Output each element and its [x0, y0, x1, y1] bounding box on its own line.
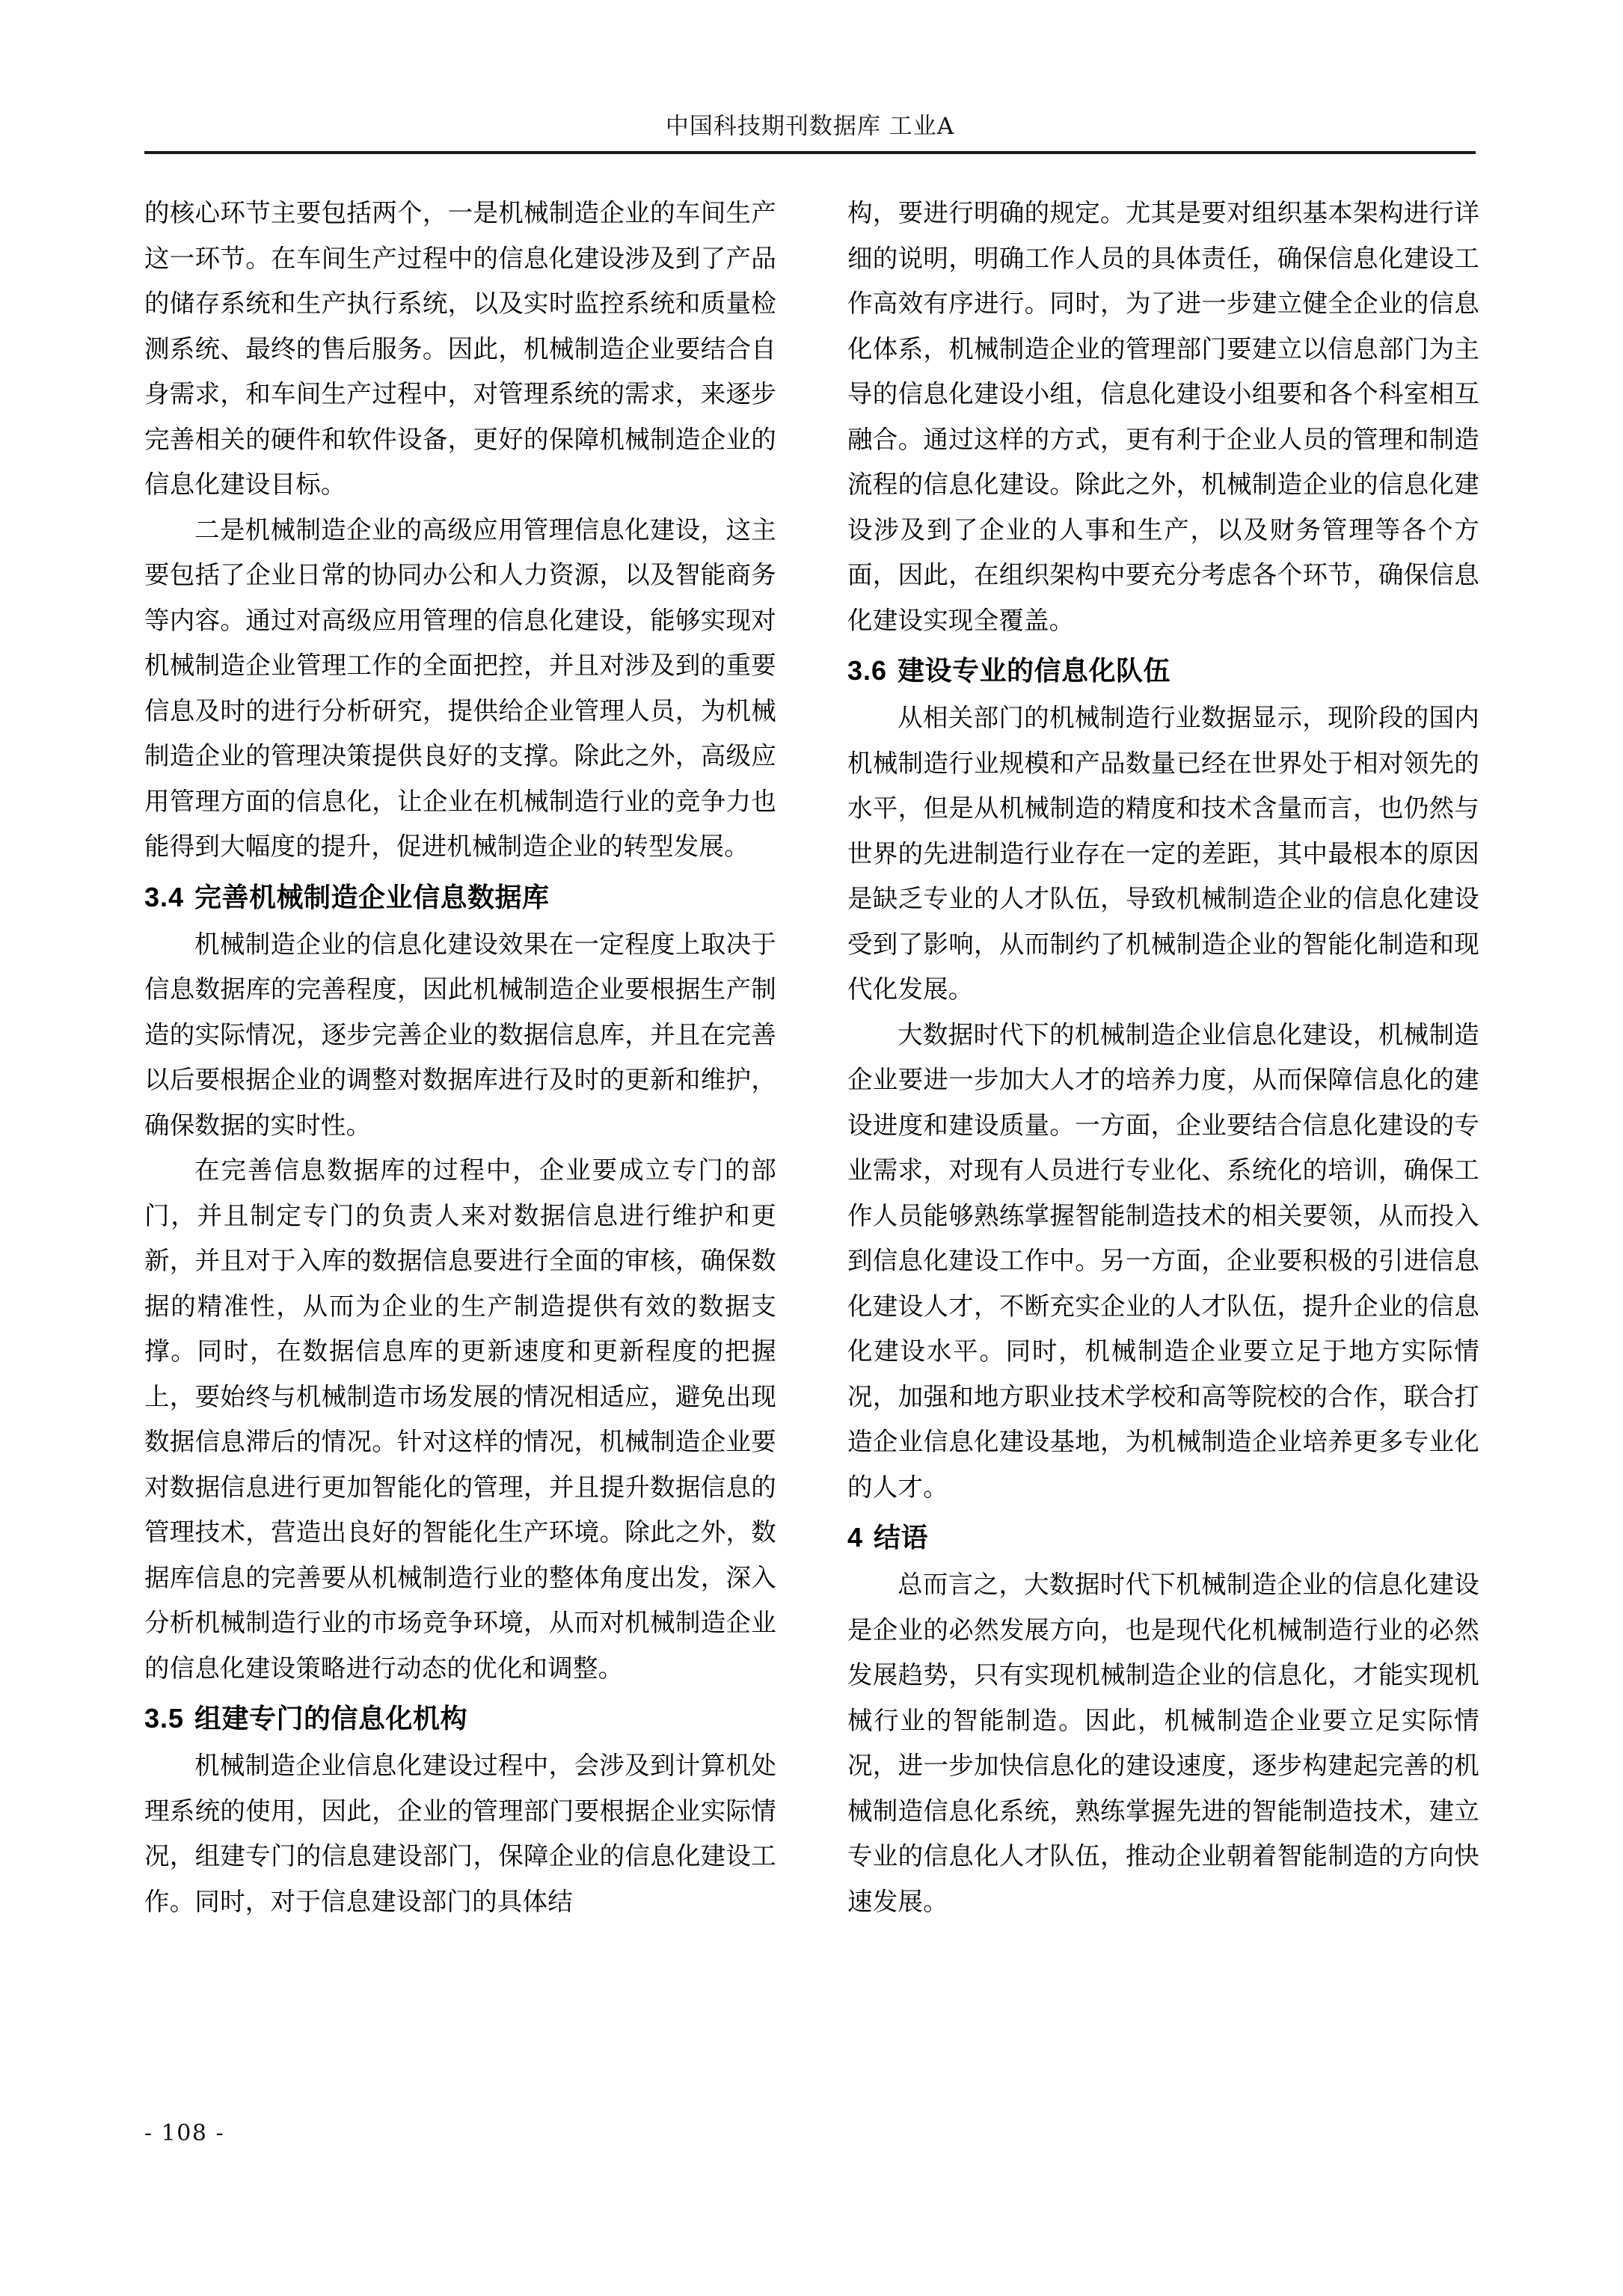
section-heading-4 — [847, 1514, 1479, 1561]
section-heading-3-4 — [144, 874, 776, 921]
section-title: 组建专门的信息化机构 — [194, 1703, 468, 1734]
running-head: 中国科技期刊数据库 工业A — [665, 113, 955, 140]
section-number: 3.5 — [144, 1703, 185, 1734]
paragraph: 从相关部门的机械制造行业数据显示，现阶段的国内机械制造行业规模和产品数量已经在世界处于相对领先的水平，但是从机械制造的精度和技术含量而言，也仍然与世界的先进制造行业存在一定的差距，其中最根本的原因是缺乏专业的人才队伍，导致机械制造企业的信息化建设受到了影响，从而制约了机械制造企业的智能化制造和现代化发展。 — [847, 703, 1479, 1004]
right-column — [847, 191, 1479, 2090]
section-title: 结语 — [874, 1522, 929, 1553]
page-number: - 108 - — [144, 2120, 225, 2146]
paragraph: 在完善信息数据库的过程中，企业要成立专门的部门，并且制定专门的负责人来对数据信息进行维护和更新，并且对于入库的数据信息要进行全面的审核，确保数据的精准性，从而为企业的生产制造提供有效的数据支撑。同时，在数据信息库的更新速度和更新程度的把握上，要始终与机械制造市场发展的情况相适应，避免出现数据信息滞后的情况。针对这样的情况，机械制造企业要对数据信息进行更加智能化的管理，并且提升数据信息的管理技术，营造出良好的智能化生产环境。除此之外，数据库信息的完善要从机械制造行业的整体角度出发，深入分析机械制造行业的市场竞争环境，从而对机械制造企业的信息化建设策略进行动态的优化和调整。 — [144, 1155, 776, 1683]
paragraph: 二是机械制造企业的高级应用管理信息化建设，这主要包括了企业日常的协同办公和人力资源，以及智能商务等内容。通过对高级应用管理的信息化建设，能够实现对机械制造企业管理工作的全面把控，并且对涉及到的重要信息及时的进行分析研究，提供给企业管理人员，为机械制造企业的管理决策提供良好的支撑。除此之外，高级应用管理方面的信息化，让企业在机械制造行业的竞争力也能得到大幅度的提升，促进机械制造企业的转型发展。 — [144, 515, 776, 861]
paragraph: 机械制造企业信息化建设过程中，会涉及到计算机处理系统的使用，因此，企业的管理部门要根据企业实际情况，组建专门的信息建设部门，保障企业的信息化建设工作。同时，对于信息建设部门的具体结 — [144, 1751, 776, 1916]
paragraph: 大数据时代下的机械制造企业信息化建设，机械制造企业要进一步加大人才的培养力度，从而保障信息化的建设进度和建设质量。一方面，企业要结合信息化建设的专业需求，对现有人员进行专业化、系统化的培训，确保工作人员能够熟练掌握智能制造技术的相关要领，从而投入到信息化建设工作中。另一方面，企业要积极的引进信息化建设人才，不断充实企业的人才队伍，提升企业的信息化建设水平。同时，机械制造企业要立足于地方实际情况，加强和地方职业技术学校和高等院校的合作，联合打造企业信息化建设基地，为机械制造企业培养更多专业化的人才。 — [847, 1019, 1479, 1502]
section-heading-3-6 — [847, 648, 1479, 694]
header-rule-divider — [144, 151, 1476, 154]
section-title: 建设专业的信息化队伍 — [898, 655, 1171, 686]
section-heading-3-5 — [144, 1695, 776, 1742]
two-column-body — [144, 191, 1479, 2090]
paragraph: 的核心环节主要包括两个，一是机械制造企业的车间生产这一环节。在车间生产过程中的信息化建设涉及到了产品的储存系统和生产执行系统，以及实时监控系统和质量检测系统、最终的售后服务。因此，机械制造企业要结合自身需求，和车间生产过程中，对管理系统的需求，来逐步完善相关的硬件和软件设备，更好的保障机械制造企业的信息化建设目标。 — [144, 198, 776, 499]
paragraph: 机械制造企业的信息化建设效果在一定程度上取决于信息数据库的完善程度，因此机械制造企业要根据生产制造的实际情况，逐步完善企业的数据信息库，并且在完善以后要根据企业的调整对数据库进行及时的更新和维护，确保数据的实时性。 — [144, 929, 776, 1140]
left-column — [144, 191, 776, 2090]
section-number: 3.6 — [847, 655, 888, 686]
paragraph: 总而言之，大数据时代下机械制造企业的信息化建设是企业的必然发展方向，也是现代化机械制造行业的必然发展趋势，只有实现机械制造企业的信息化，才能实现机械行业的智能制造。因此，机械制造企业要立足实际情况，进一步加快信息化的建设速度，逐步构建起完善的机械制造信息化系统，熟练掌握先进的智能制造技术，建立专业的信息化人才队伍，推动企业朝着智能制造的方向快速发展。 — [847, 1570, 1479, 1916]
section-number: 4 — [847, 1522, 864, 1553]
paragraph: 构，要进行明确的规定。尤其是要对组织基本架构进行详细的说明，明确工作人员的具体责任，确保信息化建设工作高效有序进行。同时，为了进一步建立健全企业的信息化体系，机械制造企业的管理部门要建立以信息部门为主导的信息化建设小组，信息化建设小组要和各个科室相互融合。通过这样的方式，更有利于企业人员的管理和制造流程的信息化建设。除此之外，机械制造企业的信息化建设涉及到了企业的人事和生产，以及财务管理等各个方面，因此，在组织架构中要充分考虑各个环节，确保信息化建设实现全覆盖。 — [847, 198, 1479, 635]
section-number: 3.4 — [144, 881, 185, 912]
section-title: 完善机械制造企业信息数据库 — [194, 881, 550, 912]
